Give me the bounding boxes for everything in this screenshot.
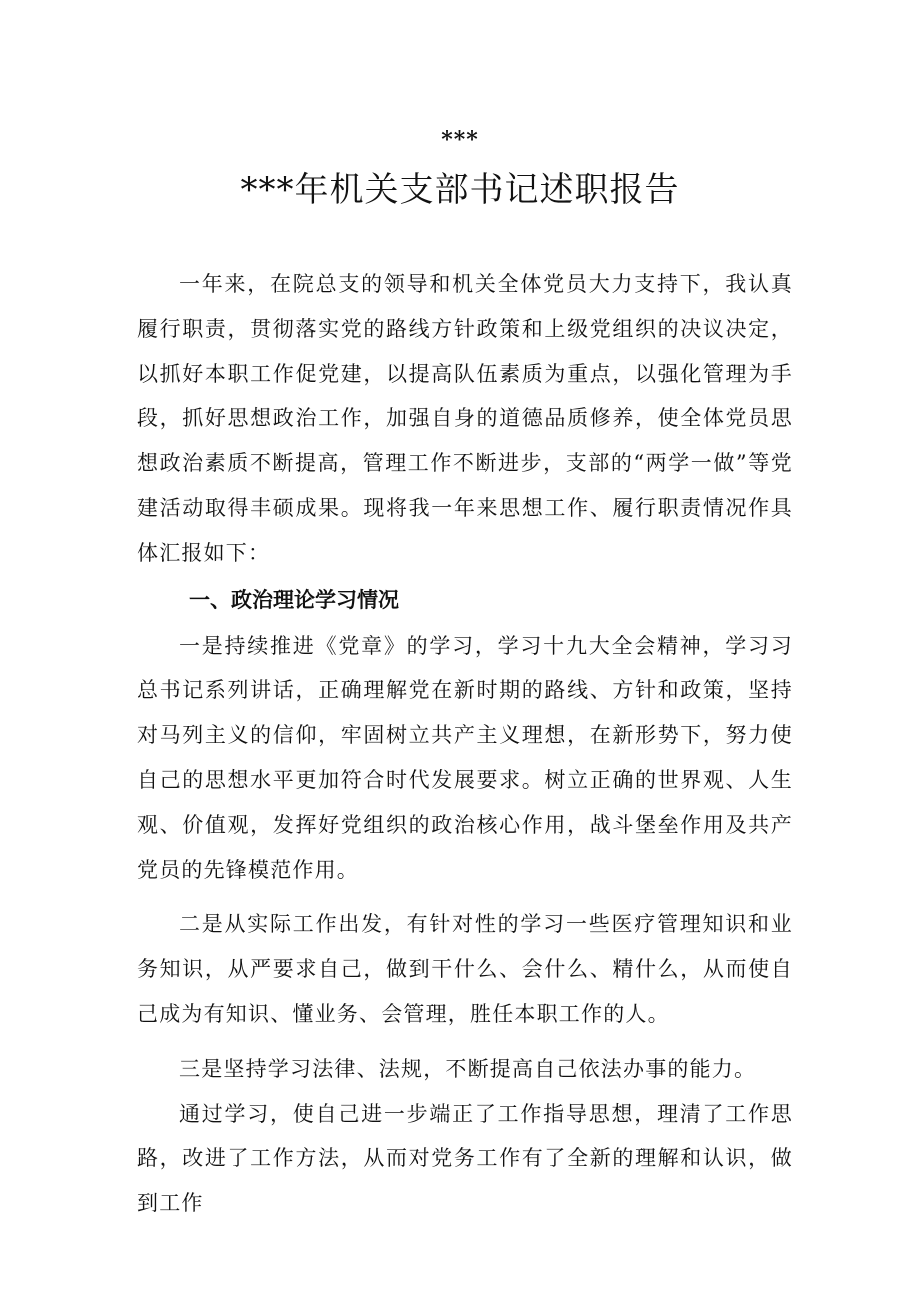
intro-paragraph: 一年来，在院总支的领导和机关全体党员大力支持下，我认真履行职责，贯彻落实党的路线方针政策和上级党组织的决议决定，以抓好本职工作促党建，以提高队伍素质为重点，以强化管理为手段，抓好思想政治工作，加强自身的道德品质修养，使全体党员思想政治素质不断提高，管理工作不断进步，支部的“两学一做”等党建活动取得丰硕成果。现将我一年来思想工作、履行职责情况作具体汇报如下： [137,272,793,565]
author-name: *** [441,127,479,153]
body-paragraph: 二是从实际工作出发，有针对性的学习一些医疗管理知识和业务知识，从严要求自己，做到干什么、会什么、精什么，从而使自己成为有知识、懂业务、会管理，胜任本职工作的人。 [137,912,793,1026]
page-title: ***年机关支部书记述职报告 [240,170,680,210]
body-paragraph: 通过学习，使自己进一步端正了工作指导思想，理清了工作思路，改进了工作方法，从而对党务工作有了全新的理解和认识，做到工作 [137,1101,793,1216]
document-body [137,262,793,1226]
body-paragraph: 一是持续推进《党章》的学习，学习十九大全会精神，学习习总书记系列讲话，正确理解党在新时期的路线、方针和政策，坚持对马列主义的信仰，牢固树立共产主义理想，在新形势下，努力使自己的思想水平更加符合时代发展要求。树立正确的世界观、人生观、价值观，发挥好党组织的政治核心作用，战斗堡垒作用及共产党员的先锋模范作用。 [137,633,793,882]
body-paragraph: 三是坚持学习法律、法规，不断提高自己依法办事的能力。 [179,1056,757,1081]
section-heading: 一、政治理论学习情况 [189,587,399,612]
